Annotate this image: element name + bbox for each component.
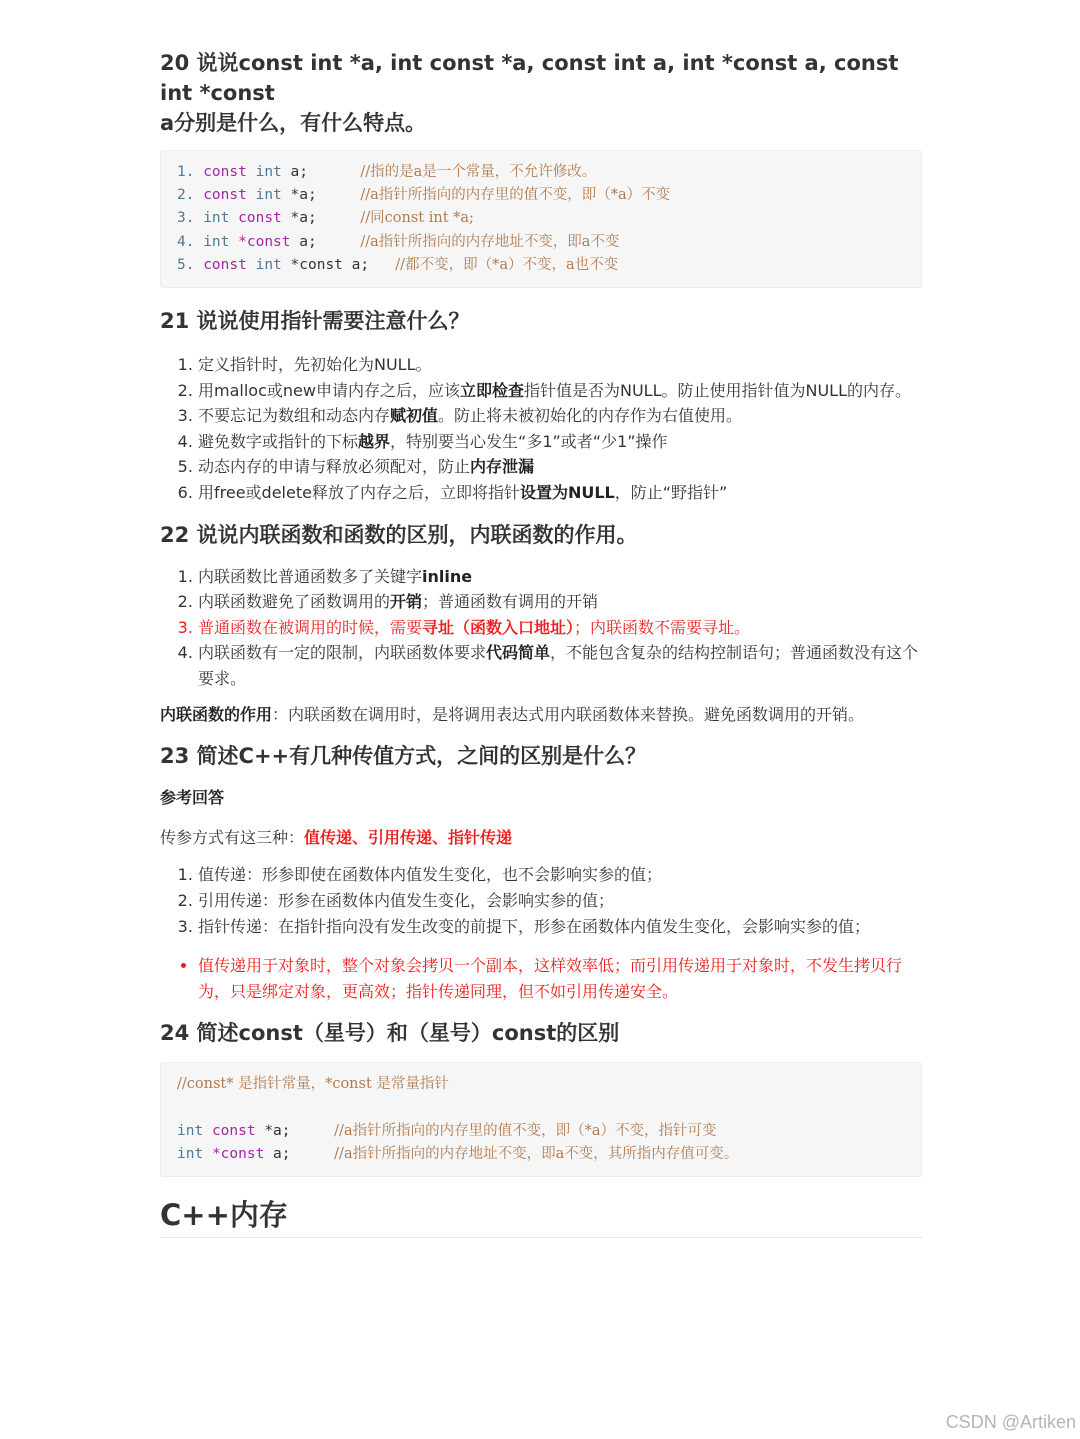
list-item: 2. 内联函数避免了函数调用的开销；普通函数有调用的开销 xyxy=(198,589,922,615)
list-item: 3. 指针传递：在指针指向没有发生改变的前提下，形参在函数体内值发生变化，会影响实参的值； xyxy=(198,914,922,940)
q23-intro: 传参方式有这三种：值传递、引用传递、指针传递 xyxy=(160,827,513,847)
list-item: 1. 定义指针时，先初始化为NULL。 xyxy=(198,352,922,378)
list-item: 6. 用free或delete释放了内存之后，立即将指针设置为NULL，防止“野指针” xyxy=(198,480,922,506)
inline-role-paragraph: 内联函数的作用：内联函数在调用时，是将调用表达式用内联函数体来替换。避免函数调用的开销。 xyxy=(160,704,865,724)
article xyxy=(160,48,922,1238)
q22-list xyxy=(160,564,922,692)
list-item: 3. 普通函数在被调用的时候，需要寻址（函数入口地址）；内联函数不需要寻址。 xyxy=(198,615,922,641)
list-item: 4. 避免数字或指针的下标越界，特别要当心发生“多1”或者“少1”操作 xyxy=(198,429,922,455)
list-item: 4. 内联函数有一定的限制，内联函数体要求代码简单，不能包含复杂的结构控制语句；普通函数没有这个要求。 xyxy=(198,640,922,691)
q23-bullet-list xyxy=(160,953,922,1004)
q20-title: 20 说说const int *a, int const *a, const int a, int *const a, const int *const a分别是什么，有什么特点。 xyxy=(160,51,899,135)
watermark: CSDN @Artiken xyxy=(945,1412,1076,1432)
q23-title: 23 简述C++有几种传值方式，之间的区别是什么？ xyxy=(160,744,647,769)
list-item: 3. 不要忘记为数组和动态内存赋初值。防止将未被初始化的内存作为右值使用。 xyxy=(198,403,922,429)
section-heading: C++内存 xyxy=(160,1195,922,1238)
q21-list xyxy=(160,352,922,506)
q20-code-block: 1. const int a; //指的是a是一个常量，不允许修改。 2. const int *a; //a指针所指向的内存里的值不变，即（*a）不变 3. int const *a; //同const int *a; 4. int *const a; //a指针所指向的内存地址不变，即a不变 5. const int *const a; //都不变，即（*a）不变，a也不变 xyxy=(160,150,922,288)
q22-title: 22 说说内联函数和函数的区别，内联函数的作用。 xyxy=(160,522,638,547)
list-item: 1. 内联函数比普通函数多了关键字inline xyxy=(198,564,922,590)
reference-answer-label: 参考回答 xyxy=(160,788,225,808)
list-item: 2. 引用传递：形参在函数体内值发生变化，会影响实参的值； xyxy=(198,888,922,914)
q21-title: 21 说说使用指针需要注意什么？ xyxy=(160,309,470,334)
list-item: 5. 动态内存的申请与释放必须配对，防止内存泄漏 xyxy=(198,454,922,480)
q24-code-block: //const* 是指针常量，*const 是常量指针 int const *a; //a指针所指向的内存里的值不变，即（*a）不变，指针可变 int *const a; //a指针所指向的内存地址不变，即a不变，其所指内存值可变。 xyxy=(160,1062,922,1177)
q24-title: 24 简述const（星号）和（星号）const的区别 xyxy=(160,1021,620,1046)
list-item: • 值传递用于对象时，整个对象会拷贝一个副本，这样效率低；而引用传递用于对象时，不发生拷贝行为，只是绑定对象，更高效；指针传递同理，但不如引用传递安全。 xyxy=(198,953,922,1004)
list-item: 2. 用malloc或new申请内存之后，应该立即检查指针值是否为NULL。防止使用指针值为NULL的内存。 xyxy=(198,378,922,404)
q23-list xyxy=(160,862,922,939)
list-item: 1. 值传递：形参即使在函数体内值发生变化，也不会影响实参的值； xyxy=(198,862,922,888)
